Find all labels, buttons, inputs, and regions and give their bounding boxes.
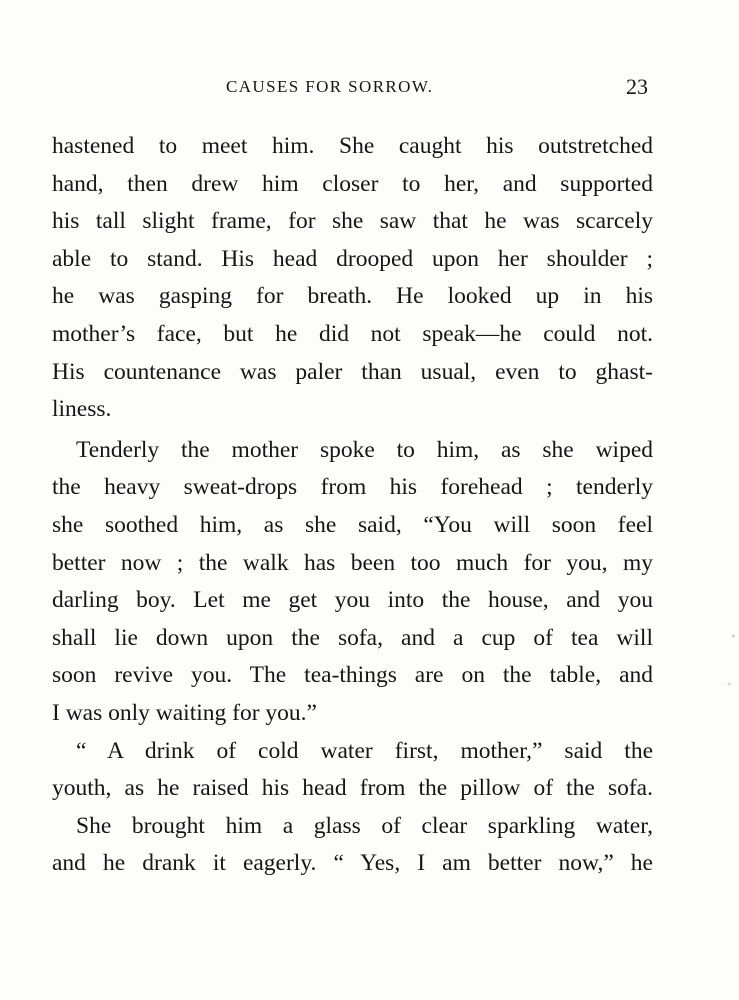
text-line: I was only waiting for you.” (52, 699, 317, 726)
paragraph-start-line: Tenderly the mother spoke to him, as she wiped (76, 436, 653, 463)
paper-specks (725, 600, 739, 720)
text-line: able to stand. His head drooped upon her shoulder ; (52, 245, 653, 272)
text-line: the heavy sweat-drops from his forehead ; tenderly (52, 474, 653, 501)
text-line: soon revive you. The tea-things are on the table, and (52, 662, 653, 689)
text-line: liness. (52, 396, 112, 423)
text-line: he was gasping for breath. He looked up in his (52, 283, 653, 310)
text-line: youth, as he raised his head from the pillow of the sofa. (52, 775, 653, 802)
running-title: CAUSES FOR SORROW. (226, 77, 434, 96)
text-line: mother’s face, but he did not speak—he could not. (52, 320, 653, 347)
text-line: shall lie down upon the sofa, and a cup of tea will (52, 624, 653, 651)
body-text (52, 128, 653, 883)
paragraph-start-line: “ A drink of cold water first, mother,” said the (76, 737, 653, 764)
text-line: hastened to meet him. She caught his outstretched (52, 133, 653, 159)
text-line: his tall slight frame, for she saw that he was scarcely (52, 208, 653, 235)
text-line: darling boy. Let me get you into the house, and you (52, 587, 653, 614)
text-line: better now ; the walk has been too much for you, my (52, 549, 653, 576)
text-line: and he drank it eagerly. “ Yes, I am better now,” he (52, 850, 653, 877)
text-line: she soothed him, as she said, “You will soon feel (52, 511, 653, 538)
text-line: hand, then drew him closer to her, and supported (52, 170, 653, 197)
text-line: His countenance was paler than usual, even to ghast- (52, 358, 653, 385)
page-number: 23 (626, 74, 648, 99)
paragraph-start-line: She brought him a glass of clear sparkling water, (76, 812, 653, 839)
